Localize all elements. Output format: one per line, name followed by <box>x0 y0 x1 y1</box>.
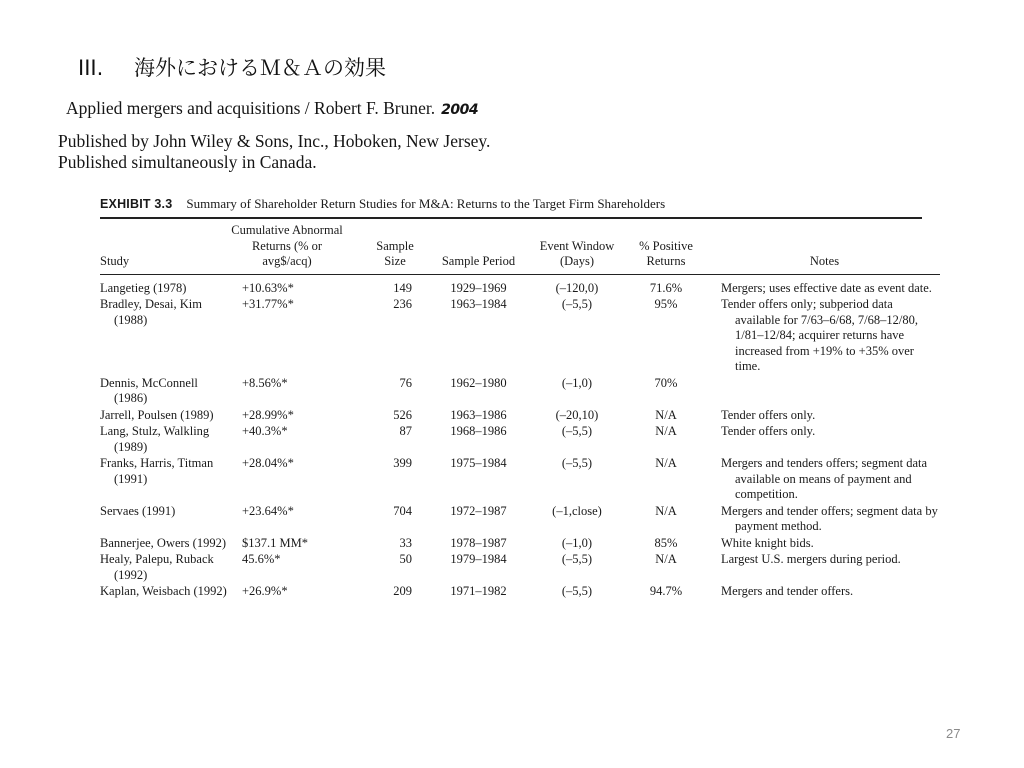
cell-car <box>228 424 346 456</box>
cell-period-text: 1929–1969 <box>450 280 507 295</box>
cell-size <box>346 552 426 584</box>
cell-positive <box>623 584 709 601</box>
cell-period <box>426 552 531 584</box>
cell-car <box>228 456 346 504</box>
cell-size <box>346 536 426 553</box>
table-row <box>100 297 940 376</box>
exhibit-header <box>100 196 922 219</box>
cell-period <box>426 408 531 425</box>
cell-car-text: +40.3%* <box>242 424 288 438</box>
citation-title: Applied mergers and acquisitions / Robert F. Bruner. <box>66 98 436 118</box>
cell-size-text: 149 <box>393 280 412 295</box>
handwritten-year: 2004 <box>441 102 479 118</box>
cell-window <box>531 536 623 553</box>
cell-size-text: 33 <box>399 535 412 550</box>
cell-positive-text: 70% <box>654 375 678 390</box>
cell-car <box>228 408 346 425</box>
cell-positive <box>623 456 709 504</box>
cell-study-text: Healy, Palepu, Ruback (1992) <box>100 552 214 582</box>
cell-period-text: 1972–1987 <box>450 503 507 518</box>
cell-study <box>100 297 228 376</box>
cell-window <box>531 504 623 536</box>
header-study: Study <box>100 219 228 274</box>
cell-car <box>228 504 346 536</box>
cell-notes <box>709 274 940 297</box>
cell-window-text: (–5,5) <box>561 584 593 598</box>
cell-car <box>228 297 346 376</box>
cell-study <box>100 552 228 584</box>
cell-notes-text: Tender offers only; subperiod data available for 7/63–6/68, 7/68–12/80, 1/81–12/84; acquirer returns have increased from +19% to +35% over time. <box>721 297 918 373</box>
cell-window <box>531 456 623 504</box>
cell-study-text: Lang, Stulz, Walkling (1989) <box>100 424 210 454</box>
cell-window-text: (–5,5) <box>561 456 593 470</box>
cell-size-text: 526 <box>393 407 412 422</box>
cell-positive-text: N/A <box>655 503 677 518</box>
cell-notes <box>709 552 940 584</box>
cell-positive <box>623 376 709 408</box>
cell-car-text: +26.9%* <box>242 584 288 598</box>
cell-study-text: Jarrell, Poulsen (1989) <box>100 407 214 422</box>
cell-positive <box>623 274 709 297</box>
cell-period <box>426 584 531 601</box>
header-car: Cumulative Abnormal Returns (% or avg$/acq) <box>228 219 346 274</box>
cell-car <box>228 274 346 297</box>
header-size: Sample Size <box>346 219 426 274</box>
cell-size <box>346 376 426 408</box>
cell-size <box>346 274 426 297</box>
cell-study <box>100 274 228 297</box>
cell-window <box>531 408 623 425</box>
cell-car <box>228 584 346 601</box>
cell-period-text: 1975–1984 <box>450 456 507 470</box>
cell-period <box>426 424 531 456</box>
cell-study <box>100 536 228 553</box>
cell-notes-text: White knight bids. <box>721 535 814 550</box>
cell-study-text: Langetieg (1978) <box>100 280 187 295</box>
cell-notes <box>709 536 940 553</box>
cell-car-text: 45.6%* <box>242 552 281 566</box>
cell-window <box>531 584 623 601</box>
cell-car-text: +10.63%* <box>242 280 294 295</box>
cell-notes-text: Tender offers only. <box>721 424 816 438</box>
header-period: Sample Period <box>426 219 531 274</box>
cell-positive <box>623 536 709 553</box>
cell-period <box>426 456 531 504</box>
cell-notes-text: Mergers and tender offers; segment data by payment method. <box>721 503 938 533</box>
cell-size <box>346 408 426 425</box>
cell-positive-text: 95% <box>654 297 678 311</box>
table-body <box>100 274 940 601</box>
cell-car-text: +31.77%* <box>242 297 294 311</box>
cell-study-text: Bradley, Desai, Kim (1988) <box>100 297 202 327</box>
header-positive: % Positive Returns <box>623 219 709 274</box>
cell-notes-text: Mergers; uses effective date as event date. <box>721 280 932 295</box>
cell-car-text: +28.04%* <box>242 456 294 470</box>
exhibit-caption: Summary of Shareholder Return Studies for M&A: Returns to the Target Firm Shareholders <box>186 196 666 211</box>
cell-study-text: Dennis, McConnell (1986) <box>100 375 198 405</box>
cell-notes <box>709 297 940 376</box>
slide-title <box>78 52 386 82</box>
cell-period-text: 1968–1986 <box>450 424 507 438</box>
page-number: 27 <box>946 726 961 741</box>
cell-positive-text: N/A <box>655 424 677 438</box>
cell-window-text: (–5,5) <box>561 424 593 438</box>
cell-study-text: Servaes (1991) <box>100 503 176 518</box>
cell-positive <box>623 552 709 584</box>
cell-car-text: $137.1 MM* <box>242 535 308 550</box>
cell-window-text: (–120,0) <box>555 280 599 295</box>
header-notes: Notes <box>709 219 940 274</box>
cell-positive <box>623 504 709 536</box>
cell-notes-text: Tender offers only. <box>721 407 816 422</box>
cell-window-text: (–20,10) <box>555 407 599 422</box>
citation-line-1 <box>58 98 658 121</box>
cell-car-text: +23.64%* <box>242 503 294 518</box>
table-row <box>100 536 940 553</box>
citation-publisher: Published by John Wiley & Sons, Inc., Hoboken, New Jersey. <box>58 131 491 151</box>
table-row <box>100 376 940 408</box>
returns-table <box>100 219 940 601</box>
cell-period <box>426 536 531 553</box>
cell-study <box>100 504 228 536</box>
cell-notes <box>709 584 940 601</box>
cell-notes <box>709 504 940 536</box>
cell-notes-text: Mergers and tenders offers; segment data available on means of payment and competition. <box>721 456 928 501</box>
exhibit-table-figure <box>100 196 938 601</box>
cell-size-text: 399 <box>393 456 412 470</box>
cell-window <box>531 274 623 297</box>
cell-study-text: Kaplan, Weisbach (1992) <box>100 584 227 598</box>
cell-notes <box>709 408 940 425</box>
cell-car-text: +8.56%* <box>242 375 288 390</box>
cell-period <box>426 504 531 536</box>
table-row <box>100 408 940 425</box>
cell-window <box>531 376 623 408</box>
cell-period-text: 1978–1987 <box>450 535 507 550</box>
cell-car <box>228 536 346 553</box>
table-row <box>100 274 940 297</box>
cell-size-text: 50 <box>399 552 412 566</box>
cell-period-text: 1963–1986 <box>450 407 507 422</box>
book-citation <box>58 98 658 173</box>
cell-period-text: 1979–1984 <box>450 552 507 566</box>
citation-canada: Published simultaneously in Canada. <box>58 152 317 172</box>
cell-period <box>426 376 531 408</box>
exhibit-label: EXHIBIT 3.3 <box>100 197 173 211</box>
table-row <box>100 584 940 601</box>
cell-window <box>531 297 623 376</box>
cell-window-text: (–5,5) <box>561 552 593 566</box>
slide-title-number: III. <box>78 56 104 80</box>
cell-window <box>531 552 623 584</box>
cell-study <box>100 584 228 601</box>
slide-title-text: 海外におけるＭ＆Ａの効果 <box>134 56 386 80</box>
table-header-row <box>100 219 940 274</box>
cell-positive <box>623 424 709 456</box>
cell-notes-text: Mergers and tender offers. <box>721 584 854 598</box>
cell-notes <box>709 456 940 504</box>
cell-notes <box>709 424 940 456</box>
cell-size <box>346 297 426 376</box>
table-row <box>100 456 940 504</box>
cell-car-text: +28.99%* <box>242 407 294 422</box>
cell-positive <box>623 297 709 376</box>
cell-size-text: 236 <box>393 297 412 311</box>
cell-size <box>346 584 426 601</box>
cell-positive-text: N/A <box>655 407 677 422</box>
cell-notes-text: Largest U.S. mergers during period. <box>721 552 901 566</box>
cell-period-text: 1971–1982 <box>450 584 507 598</box>
header-window: Event Window (Days) <box>531 219 623 274</box>
cell-positive-text: 94.7% <box>649 584 683 598</box>
cell-positive-text: 71.6% <box>649 280 683 295</box>
cell-study <box>100 424 228 456</box>
cell-positive-text: N/A <box>655 456 677 470</box>
cell-positive-text: 85% <box>654 535 678 550</box>
table-row <box>100 424 940 456</box>
cell-window-text: (–1,0) <box>561 375 593 390</box>
cell-study <box>100 408 228 425</box>
cell-study-text: Franks, Harris, Titman (1991) <box>100 456 214 486</box>
cell-size-text: 87 <box>399 424 412 438</box>
cell-period-text: 1963–1984 <box>450 297 507 311</box>
cell-study <box>100 376 228 408</box>
cell-size-text: 209 <box>393 584 412 598</box>
cell-notes <box>709 376 940 408</box>
cell-window-text: (–5,5) <box>561 297 593 311</box>
cell-positive <box>623 408 709 425</box>
cell-window-text: (–1,close) <box>552 503 602 518</box>
cell-study <box>100 456 228 504</box>
cell-size-text: 704 <box>393 503 412 518</box>
cell-size <box>346 504 426 536</box>
cell-period-text: 1962–1980 <box>450 375 507 390</box>
cell-size-text: 76 <box>399 375 412 390</box>
cell-size <box>346 456 426 504</box>
cell-size <box>346 424 426 456</box>
cell-car <box>228 376 346 408</box>
cell-period <box>426 274 531 297</box>
cell-car <box>228 552 346 584</box>
table-row <box>100 504 940 536</box>
table-row <box>100 552 940 584</box>
cell-window-text: (–1,0) <box>561 535 593 550</box>
cell-positive-text: N/A <box>655 552 677 566</box>
cell-window <box>531 424 623 456</box>
cell-period <box>426 297 531 376</box>
cell-study-text: Bannerjee, Owers (1992) <box>100 535 226 550</box>
